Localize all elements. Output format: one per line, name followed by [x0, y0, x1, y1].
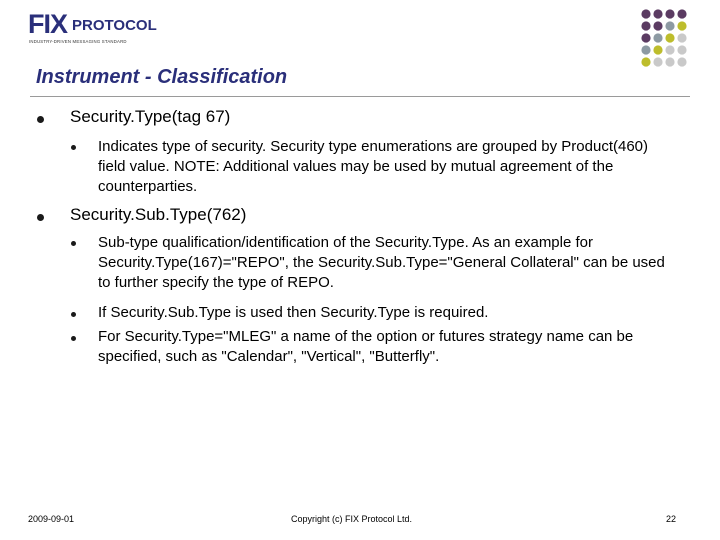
decorative-dot [665, 33, 674, 42]
footer-copyright: Copyright (c) FIX Protocol Ltd. [291, 514, 413, 524]
bullet-level2 [71, 312, 76, 317]
decorative-dot [641, 45, 650, 54]
decorative-dot [665, 21, 674, 30]
decorative-dot [653, 45, 662, 54]
bullet-level2 [71, 145, 76, 150]
decorative-dot [665, 45, 674, 54]
footer-date: 2009-09-01 [28, 514, 75, 524]
logo-protocol-text: PROTOCOL [72, 17, 157, 34]
slide-title: Instrument - Classification [36, 66, 288, 88]
subbullet-mleg-strategy: For Security.Type="MLEG" a name of the option or futures strategy name can be specified, such as "Calendar", "Vertical", "Butterfly". [98, 328, 634, 365]
decorative-dot [653, 21, 662, 30]
subbullet-sub-type-requires-type: If Security.Sub.Type is used then Security.Type is required. [98, 304, 489, 321]
decorative-dot [677, 57, 686, 66]
bullet-level2 [71, 336, 76, 341]
logo-tagline: INDUSTRY-DRIVEN MESSAGING STANDARD [29, 39, 127, 44]
decorative-dot [677, 45, 686, 54]
subbullet-security-type-description: Indicates type of security. Security type enumerations are grouped by Product(460) field value. NOTE: Additional values may be used by mutual agreement of the counterparties. [98, 138, 649, 195]
title-divider [30, 96, 690, 97]
decorative-dot [653, 9, 662, 18]
decorative-dot [641, 57, 650, 66]
bullet-level1 [37, 214, 44, 221]
decorative-dot [653, 33, 662, 42]
bullet-security-type: Security.Type(tag 67) [70, 107, 231, 126]
decorative-dot [665, 9, 674, 18]
bullet-level2 [71, 241, 76, 246]
decorative-dot [653, 57, 662, 66]
bullet-security-sub-type: Security.Sub.Type(762) [70, 205, 247, 224]
decorative-dot [641, 9, 650, 18]
decorative-dot [641, 33, 650, 42]
bullet-level1 [37, 116, 44, 123]
decorative-dot [641, 21, 650, 30]
subbullet-sub-type-qualification: Sub-type qualification/identification of the Security.Type. As an example for Security.Type(167)="REPO", the Security.Sub.Type="General Collateral" can be used to further specify the type of REPO. [98, 234, 665, 291]
decorative-dot [665, 57, 674, 66]
decorative-dot [677, 33, 686, 42]
decorative-dot [677, 9, 686, 18]
footer-page-number: 22 [666, 514, 677, 524]
decorative-dot [677, 21, 686, 30]
logo-fix-text: FIX [28, 9, 68, 39]
